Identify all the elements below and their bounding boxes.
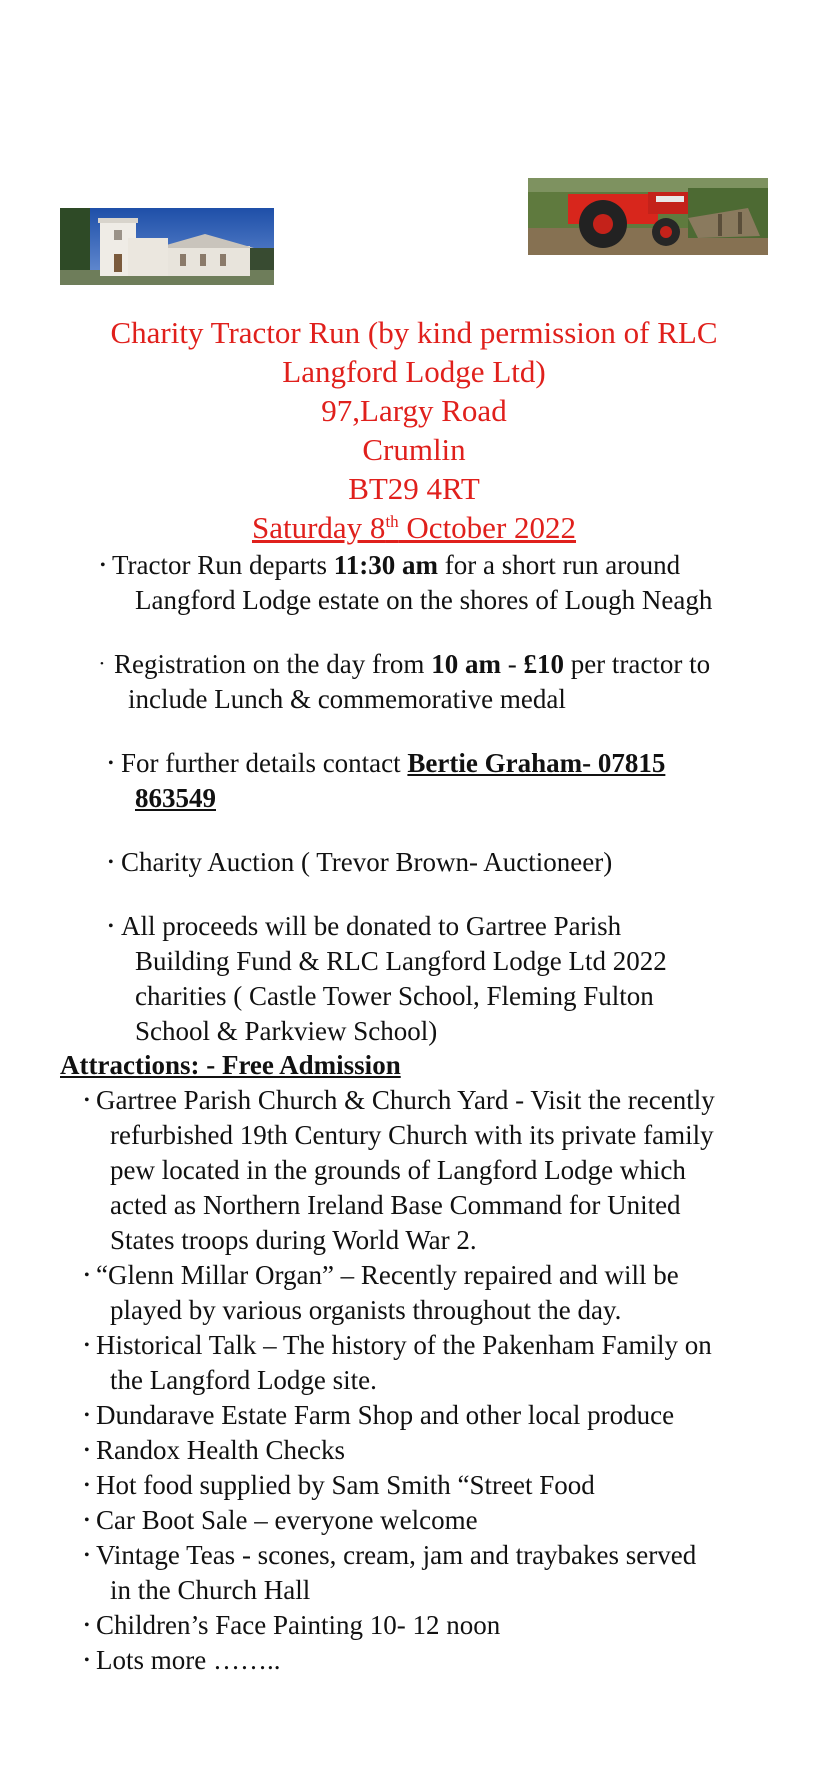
church-photo [60,208,274,285]
attraction-text: pew located in the grounds of Langford Lodge which [110,1155,686,1185]
registration-fee: £10 [523,649,564,679]
event-title-line2: Langford Lodge Ltd) [282,354,546,389]
proceeds-line4: School & Parkview School) [135,1016,438,1046]
attraction-text: acted as Northern Ireland Base Command for United [110,1190,681,1220]
attraction-text: “Glenn Millar Organ” – Recently repaired and will be [96,1260,679,1290]
event-date-day: Saturday 8 [251,510,386,545]
event-date-ordinal: th [385,512,399,531]
attraction-item [84,1433,345,1468]
detail-tractor-run [100,548,712,618]
tractor-run-time: 11:30 am [333,550,438,580]
contact-phone-cont[interactable]: 863549 [135,783,216,813]
bullet: • [84,1512,90,1529]
bullet: • [84,1407,90,1424]
registration-text-after: per tractor to [563,649,711,679]
contact-text: For further details contact [121,748,408,778]
proceeds-line1: All proceeds will be donated to Gartree Parish [121,911,622,941]
attraction-text: Gartree Parish Church & Church Yard - Visit the recently [96,1085,715,1115]
church-image [60,208,274,285]
attraction-item [84,1398,674,1433]
bullet: • [100,658,104,670]
address-street: 97,Largy Road [321,393,507,428]
auction-text: Charity Auction ( Trevor Brown- Auctioneer) [121,847,613,877]
detail-proceeds [108,909,667,1049]
attraction-text: Historical Talk – The history of the Pakenham Family on [96,1330,712,1360]
bullet: • [108,755,114,772]
registration-line2: include Lunch & commemorative medal [128,684,566,714]
attraction-item [84,1258,679,1328]
event-date [40,508,788,547]
registration-separator: - [500,649,524,679]
bullet: • [84,1442,90,1459]
attraction-item [84,1503,478,1538]
registration-text: Registration on the day from [114,649,432,679]
proceeds-line2: Building Fund & RLC Langford Lodge Ltd 2022 [135,946,667,976]
event-title-line1: Charity Tractor Run (by kind permission of RLC [110,315,718,350]
attractions-heading: Attractions: - Free Admission [60,1050,401,1080]
attraction-text: Children’s Face Painting 10- 12 noon [96,1610,501,1640]
attraction-item [84,1328,712,1398]
tractor-run-text: Tractor Run departs [112,550,334,580]
bullet: • [84,1547,90,1564]
attraction-item [84,1643,280,1678]
tractor-photo [528,178,768,255]
attraction-item [84,1608,500,1643]
attraction-text: Randox Health Checks [96,1435,345,1465]
bullet: • [84,1477,90,1494]
bullet: • [108,854,114,871]
detail-contact [108,746,665,816]
contact-name-phone[interactable]: Bertie Graham- 07815 [407,748,666,778]
attraction-text: in the Church Hall [110,1575,311,1605]
bullet: • [84,1337,90,1354]
attraction-item [84,1468,595,1503]
detail-registration [100,647,710,717]
attraction-text: played by various organists throughout the day. [110,1295,622,1325]
attraction-text: Lots more …….. [96,1645,281,1675]
address-town: Crumlin [362,432,466,467]
attraction-text: the Langford Lodge site. [110,1365,377,1395]
address-postcode: BT29 4RT [348,471,480,506]
event-date-month-year: October 2022 [398,510,577,545]
tractor-image [528,178,768,255]
bullet: • [100,557,106,574]
proceeds-line3: charities ( Castle Tower School, Fleming Fulton [135,981,654,1011]
bullet: • [84,1617,90,1634]
attraction-item [84,1538,696,1608]
detail-auction [108,845,612,880]
attraction-text: Car Boot Sale – everyone welcome [96,1505,478,1535]
attraction-text: Hot food supplied by Sam Smith “Street Food [96,1470,595,1500]
bullet: • [84,1092,90,1109]
attraction-text: Vintage Teas - scones, cream, jam and traybakes served [96,1540,697,1570]
attraction-text: States troops during World War 2. [110,1225,477,1255]
attraction-text: refurbished 19th Century Church with its private family [110,1120,714,1150]
tractor-run-line2: Langford Lodge estate on the shores of Lough Neagh [135,585,713,615]
attraction-item [84,1083,715,1258]
bullet: • [84,1267,90,1284]
bullet: • [84,1652,90,1669]
bullet: • [108,918,114,935]
attraction-text: Dundarave Estate Farm Shop and other local produce [96,1400,675,1430]
event-header [40,313,788,547]
tractor-run-text-after: for a short run around [437,550,681,580]
registration-time: 10 am [431,649,501,679]
